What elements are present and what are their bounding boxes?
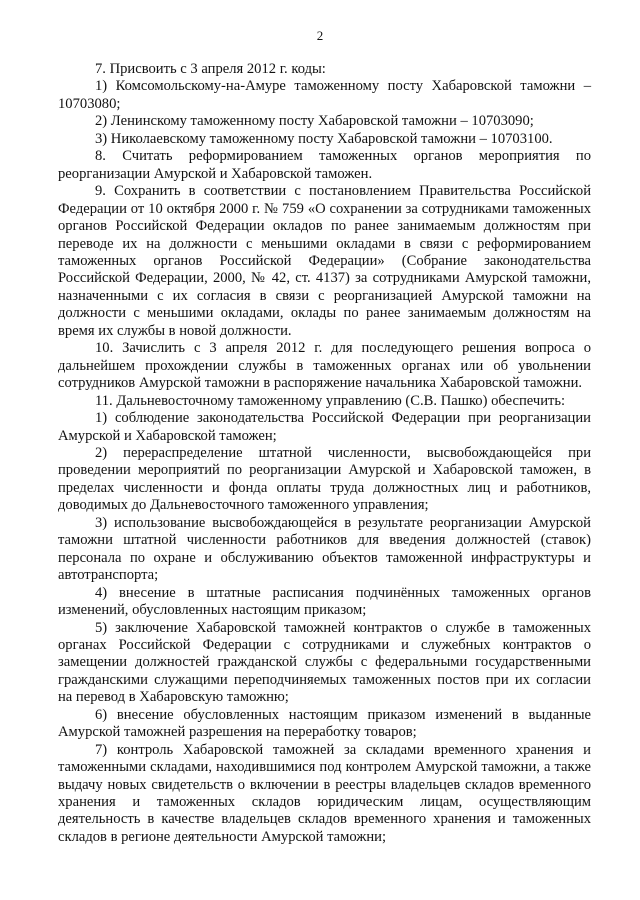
paragraph-9: 9. Сохранить в соответствии с постановлением Правительства Российской Федерации от 10 октября 2000 г. № 759 «О сохранении за сотрудниками таможенных органов Российской Федерации окладов по ранее занимаемым должностям при переводе их на должности с меньшими окладами в связи с реформированием таможенных органов Российской Федерации» (Собрание законодательства Российской Федерации, 2000, № 42, ст. 4137) за сотрудниками Амурской таможни, назначенными с их согласия в связи с реорганизацией Амурской таможни на должности с меньшими окладами, оклады по ранее занимаемым должностям на время их службы в новой должности.	[58, 183, 591, 339]
paragraph-11-item-2: 2) перераспределение штатной численности, высвобождающейся при проведении мероприятий по реорганизации Амурской и Хабаровской таможен, в пределах численности и фонда оплаты труда должностных лиц и работников, доводимых до Дальневосточного таможенного управления;	[58, 444, 591, 514]
paragraph-11-item-1: 1) соблюдение законодательства Российской Федерации при реорганизации Амурской и Хабаровской таможен;	[58, 410, 591, 444]
paragraph-7: 7. Присвоить с 3 апреля 2012 г. коды:	[95, 61, 326, 77]
paragraph-7-item-2: 2) Ленинскому таможенному посту Хабаровской таможни – 10703090;	[95, 113, 534, 130]
paragraph-11-item-6: 6) внесение обусловленных настоящим приказом изменений в выданные Амурской таможней разрешения на переработку товаров;	[58, 706, 591, 741]
paragraph-7-item-3: 3) Николаевскому таможенному посту Хабаровской таможни – 10703100.	[95, 130, 553, 147]
paragraph-11-item-5: 5) заключение Хабаровской таможней контрактов о службе в таможенных органах Российской Федерации с сотрудниками и служебных контрактов о замещении должностей гражданской службы с федеральными государственными гражданскими служащими переподчиняемых таможенных постов при их согласии на перевод в Хабаровскую таможню;	[58, 619, 591, 706]
page-number: 2	[316, 28, 324, 43]
paragraph-11-item-3: 3) использование высвобождающейся в результате реорганизации Амурской таможни штатной численности работников для введения должностей (ставок) персонала по охране и обслуживанию объектов таможенной инфраструктуры и автотранспорта;	[58, 514, 591, 584]
paragraph-7-item-1: 1) Комсомольскому-на-Амуре таможенному посту Хабаровской таможни – 10703080;	[58, 78, 591, 112]
paragraph-10: 10. Зачислить с 3 апреля 2012 г. для последующего решения вопроса о дальнейшем прохождении службы в таможенных органах или об увольнении сотрудников Амурской таможни в распоряжение начальника Хабаровской таможни.	[58, 340, 591, 392]
paragraph-8: 8. Считать реформированием таможенных органов мероприятия по реорганизации Амурской и Хабаровской таможен.	[58, 148, 591, 182]
paragraph-11-item-4: 4) внесение в штатные расписания подчинённых таможенных органов изменений, обусловленных настоящим приказом;	[58, 584, 591, 619]
document-body	[58, 61, 591, 846]
paragraph-11-item-7: 7) контроль Хабаровской таможней за складами временного хранения и таможенными складами, находившимися под контролем Амурской таможни, а также выдачу новых свидетельств о включении в реестры владельцев складов временного хранения и таможенных складов юридическим лицам, осуществляющим деятельность в качестве владельцев складов временного хранения и таможенных складов в регионе деятельности Амурской таможни;	[58, 741, 591, 845]
paragraph-11: 11. Дальневосточному таможенному управлению (С.В. Пашко) обеспечить:	[95, 392, 566, 409]
